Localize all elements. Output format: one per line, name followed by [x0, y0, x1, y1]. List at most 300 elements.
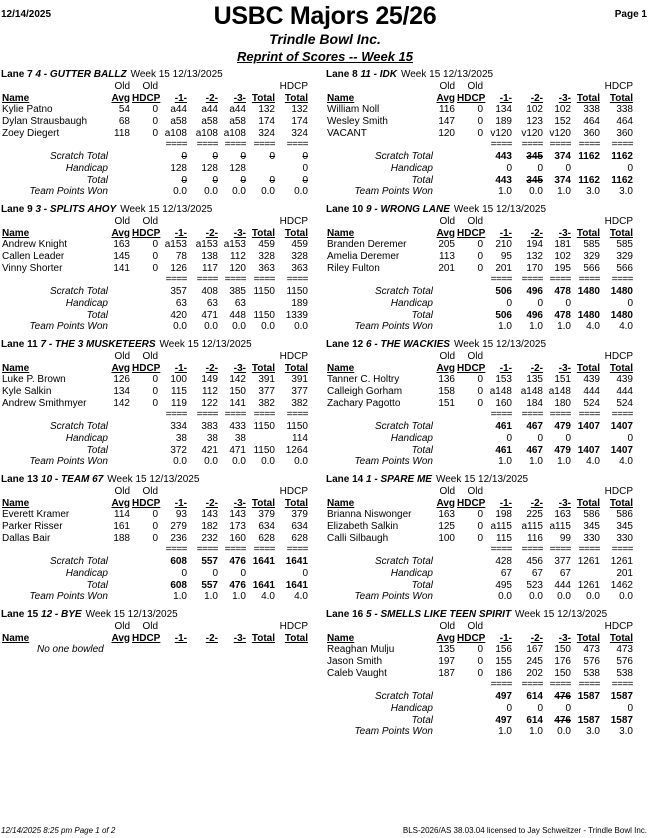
bowler-hdcp: 0: [477, 667, 483, 679]
handicap-hdcp-series: 0: [627, 702, 633, 714]
name-header: Name: [2, 632, 30, 644]
bowler-hdcp: 0: [477, 644, 483, 656]
handicap-hdcp-series: 0: [302, 567, 308, 579]
game1-score: 236: [170, 532, 187, 544]
name-header: Name: [327, 92, 355, 104]
game3-score: v120: [549, 127, 571, 139]
series-total: 377: [258, 386, 275, 398]
column-header-row-1: [1, 216, 324, 228]
hdcp-series-total: 132: [291, 104, 308, 116]
team-points-row: [1, 321, 324, 333]
bowler-name: Dylan Strausbaugh: [2, 116, 88, 128]
old-label: Old: [114, 216, 130, 227]
team-points-series: 0.0: [586, 591, 600, 603]
scratch-total-game1: 443: [495, 151, 512, 163]
game2-score: 117: [202, 262, 218, 274]
series-total: 338: [583, 104, 600, 116]
no-bowlers-note: No one bowled: [37, 644, 104, 656]
team-points-game3: 0.0: [232, 186, 246, 198]
series-total: 324: [258, 127, 275, 139]
hdcp-series-total: 473: [616, 644, 633, 656]
game1-header: -1-: [499, 92, 512, 104]
game3-header: -3-: [233, 227, 246, 239]
scratch-total-label: Scratch Total: [50, 151, 108, 163]
old-label: Old: [142, 486, 158, 497]
bowler-hdcp: 0: [477, 532, 483, 544]
old-label: Old: [142, 81, 158, 92]
scratch-total-row: [1, 286, 324, 298]
separator: ====: [224, 544, 246, 556]
hdcp-header: HDCP: [132, 632, 161, 644]
bowler-name: Reaghan Mulju: [327, 644, 395, 656]
game1-score: 155: [495, 656, 512, 668]
hdcp-series-total: 439: [616, 374, 633, 386]
team-total-game1: 506: [495, 309, 512, 321]
name-header: Name: [2, 92, 30, 104]
separator: ====: [578, 139, 600, 151]
separator: ====: [611, 544, 633, 556]
handicap-row: [326, 298, 649, 310]
bowler-avg: 205: [438, 239, 455, 251]
separator: ====: [549, 274, 571, 286]
team-points-game3: 0.0: [232, 456, 246, 468]
scratch-total-game2: 456: [526, 556, 543, 568]
separator: ====: [165, 409, 187, 421]
week-date: Week 15 12/13/2025: [130, 69, 223, 80]
hdcp-header: HDCP: [132, 497, 161, 509]
hdcp-series-total: 174: [291, 116, 308, 128]
team-total-game2: 0: [212, 174, 218, 186]
series-total: 459: [258, 239, 275, 251]
lane-number: Lane 13: [1, 474, 39, 485]
old-label: Old: [439, 486, 455, 497]
total-header: Total: [576, 92, 600, 104]
scratch-total-series: 1641: [252, 556, 275, 568]
bowler-row: [326, 656, 649, 668]
lane-number: Lane 9: [1, 204, 33, 215]
bowler-avg: 142: [113, 397, 130, 409]
week-date: Week 15 12/13/2025: [107, 474, 200, 485]
bowler-name: Andrew Knight: [2, 239, 68, 251]
team-total-game1: 443: [495, 174, 512, 186]
avg-header: Avg: [111, 362, 130, 374]
column-header-row-1: [326, 216, 649, 228]
column-header-row-2: [326, 633, 649, 645]
scratch-total-hdcp-series: 1261: [610, 556, 633, 568]
separator: ====: [224, 409, 246, 421]
scratch-total-row: [326, 151, 649, 163]
bowler-hdcp: 0: [477, 397, 483, 409]
team-total-hdcp-series: 1339: [285, 309, 308, 321]
series-total: 174: [258, 116, 275, 128]
scratch-total-hdcp-series: 1480: [610, 286, 633, 298]
hdcp-label: HDCP: [604, 351, 633, 362]
bowler-name: Luke P. Brown: [2, 374, 66, 386]
bowler-row: [326, 533, 649, 545]
game1-header: -1-: [174, 362, 187, 374]
game1-score: 78: [175, 251, 187, 263]
handicap-game1: 0: [506, 297, 512, 309]
team-total-game3: 471: [229, 444, 246, 456]
old-label: Old: [142, 216, 158, 227]
lane-number: Lane 14: [326, 474, 364, 485]
bowler-row: [1, 104, 324, 116]
team-name: 5 - SMELLS LIKE TEEN SPIRIT: [366, 609, 512, 620]
scratch-total-row: [1, 421, 324, 433]
old-label: Old: [467, 486, 483, 497]
game2-score: a58: [201, 116, 218, 128]
separator-row: [326, 679, 649, 691]
bowler-hdcp: 0: [477, 251, 483, 263]
bowler-row: [326, 509, 649, 521]
bowler-hdcp: 0: [477, 127, 483, 139]
scratch-total-row: [1, 151, 324, 163]
column-header-row-2: [1, 228, 324, 240]
game2-score: a153: [195, 239, 218, 251]
separator-row: [1, 544, 324, 556]
week-date: Week 15 12/13/2025: [453, 204, 547, 215]
team-total-game2: 523: [526, 579, 543, 591]
scratch-total-game1: 334: [170, 421, 187, 433]
bowler-row: [326, 668, 649, 680]
bowler-hdcp: 0: [477, 104, 483, 116]
hdcp-total-header: Total: [284, 92, 308, 104]
hdcp-series-total: 360: [616, 127, 633, 139]
league-title: USBC Majors 25/26: [213, 2, 437, 30]
total-header: Total: [576, 632, 600, 644]
separator: ====: [578, 274, 600, 286]
column-header-row-2: [1, 93, 324, 105]
game2-header: -2-: [530, 497, 543, 509]
bowler-row: [326, 116, 649, 128]
game1-header: -1-: [499, 362, 512, 374]
hdcp-series-total: 459: [291, 239, 308, 251]
team-points-game1: 0.0: [173, 456, 187, 468]
separator: ====: [165, 274, 187, 286]
game1-score: a58: [170, 116, 187, 128]
separator: ====: [286, 544, 308, 556]
total-header: Total: [251, 92, 275, 104]
bowler-avg: 126: [113, 374, 130, 386]
lane-block: [326, 608, 649, 738]
separator: ====: [521, 274, 543, 286]
handicap-hdcp-series: 201: [616, 567, 633, 579]
hdcp-label: HDCP: [604, 81, 633, 92]
week-date: Week 15 12/13/2025: [453, 339, 547, 350]
team-points-label: Team Points Won: [354, 456, 433, 468]
team-points-label: Team Points Won: [354, 591, 433, 603]
team-points-game1: 0.0: [173, 186, 187, 198]
team-name: 12 - BYE: [41, 609, 82, 620]
handicap-game1: 0: [506, 432, 512, 444]
separator: ====: [490, 139, 512, 151]
team-name: 4 - GUTTER BALLZ: [35, 69, 127, 80]
team-total-row: [326, 175, 649, 187]
team-total-game3: 478: [554, 309, 571, 321]
team-total-game2: 614: [526, 714, 543, 726]
handicap-label: Handicap: [390, 702, 433, 714]
bowler-avg: 161: [113, 521, 130, 533]
game3-score: 160: [229, 532, 246, 544]
team-points-game3: 0.0: [557, 591, 571, 603]
game1-score: 279: [170, 521, 187, 533]
team-name: 6 - THE WACKIES: [366, 339, 450, 350]
separator: ====: [611, 409, 633, 421]
avg-header: Avg: [436, 632, 455, 644]
team-points-hdcp-series: 0.0: [619, 591, 633, 603]
bowler-hdcp: 0: [152, 509, 158, 521]
game2-header: -2-: [530, 227, 543, 239]
bowler-name: Zachary Pagotto: [327, 397, 401, 409]
old-label: Old: [114, 486, 130, 497]
series-total: 538: [583, 667, 600, 679]
team-total-row: [326, 580, 649, 592]
team-points-game3: 1.0: [232, 591, 246, 603]
team-total-label: Total: [411, 174, 433, 186]
lane-title: [1, 473, 324, 486]
team-total-game3: 0: [240, 174, 246, 186]
handicap-game3: 63: [234, 297, 246, 309]
footer-license: BLS-2026/AS 38.03.04 licensed to Jay Schweitzer - Trindle Bowl Inc.: [402, 826, 647, 835]
series-total: 328: [258, 251, 275, 263]
avg-header: Avg: [111, 632, 130, 644]
team-points-game3: 0.0: [557, 726, 571, 738]
team-total-series: 1480: [577, 309, 600, 321]
hdcp-label: HDCP: [279, 216, 308, 227]
game3-header: -3-: [558, 92, 571, 104]
bowler-row: [326, 251, 649, 263]
bowler-row: [326, 104, 649, 116]
series-total: 363: [258, 262, 275, 274]
hdcp-label: HDCP: [604, 621, 633, 632]
team-total-series: 1641: [252, 579, 275, 591]
lane-number: Lane 15: [1, 609, 39, 620]
team-total-game3: 448: [229, 309, 246, 321]
handicap-game1: 128: [170, 162, 187, 174]
hdcp-series-total: 586: [616, 509, 633, 521]
bowler-avg: 163: [113, 239, 130, 251]
team-points-game2: 0.0: [529, 591, 543, 603]
separator: ====: [165, 139, 187, 151]
game3-header: -3-: [233, 362, 246, 374]
separator: ====: [549, 409, 571, 421]
total-header: Total: [576, 227, 600, 239]
separator: ====: [611, 139, 633, 151]
team-points-row: [326, 456, 649, 468]
name-header: Name: [2, 362, 30, 374]
hdcp-series-total: 377: [291, 386, 308, 398]
handicap-game1: 63: [175, 297, 187, 309]
bowling-center-name: Trindle Bowl Inc.: [269, 31, 381, 47]
team-points-row: [326, 591, 649, 603]
report-date: 12/14/2025: [1, 9, 52, 20]
avg-header: Avg: [436, 227, 455, 239]
separator: ====: [490, 679, 512, 691]
hdcp-header: HDCP: [457, 227, 486, 239]
game2-header: -2-: [205, 362, 218, 374]
bowler-name: Elizabeth Salkin: [327, 521, 399, 533]
scratch-total-game3: 374: [554, 151, 571, 163]
scratch-total-game3: 479: [554, 421, 571, 433]
game3-score: 150: [554, 644, 571, 656]
week-date: Week 15 12/13/2025: [435, 474, 529, 485]
handicap-game3: 0: [565, 162, 571, 174]
separator-row: [326, 139, 649, 151]
old-label: Old: [467, 621, 483, 632]
lane-title: [326, 608, 649, 621]
separator-row: [1, 274, 324, 286]
bowler-row: [1, 398, 324, 410]
team-points-game1: 0.0: [498, 591, 512, 603]
team-total-series: 1150: [253, 309, 275, 321]
separator: ====: [196, 274, 218, 286]
game1-score: 153: [495, 374, 512, 386]
separator: ====: [521, 139, 543, 151]
hdcp-total-header: Total: [609, 362, 633, 374]
hdcp-series-total: 464: [616, 116, 633, 128]
bowler-hdcp: 0: [152, 116, 158, 128]
game3-score: a58: [229, 116, 246, 128]
scratch-total-series: 1261: [577, 556, 600, 568]
separator: ====: [253, 139, 275, 151]
scratch-total-series: 0: [269, 151, 275, 163]
team-total-game2: 421: [201, 444, 218, 456]
game1-score: 119: [171, 397, 187, 409]
column-header-row-1: [1, 486, 324, 498]
bowler-hdcp: 0: [477, 656, 483, 668]
team-total-game3: 374: [554, 174, 571, 186]
lane-title: [326, 473, 649, 486]
team-total-row: [1, 310, 324, 322]
total-header: Total: [576, 497, 600, 509]
game3-header: -3-: [558, 632, 571, 644]
name-header: Name: [327, 362, 355, 374]
game3-header: -3-: [233, 632, 246, 644]
handicap-row: [326, 163, 649, 175]
team-points-label: Team Points Won: [354, 726, 433, 738]
bowler-hdcp: 0: [152, 374, 158, 386]
team-points-hdcp-series: 3.0: [619, 726, 633, 738]
bowler-row: [326, 521, 649, 533]
hdcp-series-total: 338: [616, 104, 633, 116]
game3-score: a148: [548, 386, 571, 398]
series-total: 330: [583, 532, 600, 544]
game3-score: 112: [230, 251, 246, 263]
team-total-row: [1, 445, 324, 457]
team-total-label: Total: [411, 579, 433, 591]
scratch-total-game3: 0: [240, 151, 246, 163]
team-points-game2: 0.0: [529, 186, 543, 198]
team-total-game1: 461: [495, 444, 512, 456]
game2-score: 123: [526, 116, 543, 128]
lane-number: Lane 8: [326, 69, 358, 80]
team-total-game3: 476: [229, 579, 246, 591]
game2-score: 202: [526, 667, 543, 679]
series-total: 464: [583, 116, 600, 128]
hdcp-total-header: Total: [609, 92, 633, 104]
team-total-game1: 372: [170, 444, 187, 456]
scratch-total-series: 1480: [577, 286, 600, 298]
team-points-game3: 1.0: [557, 186, 571, 198]
handicap-label: Handicap: [390, 567, 433, 579]
game3-score: 143: [229, 509, 246, 521]
bowler-name: Wesley Smith: [327, 116, 388, 128]
series-total: 329: [583, 251, 600, 263]
scratch-total-label: Scratch Total: [50, 286, 108, 298]
bowler-name: Amelia Deremer: [327, 251, 400, 263]
team-points-series: 0.0: [261, 456, 275, 468]
scratch-total-game3: 377: [554, 556, 571, 568]
team-name: 11 - IDK: [360, 69, 397, 80]
game3-header: -3-: [558, 227, 571, 239]
separator: ====: [611, 274, 633, 286]
game3-score: 152: [554, 116, 571, 128]
team-points-row: [326, 321, 649, 333]
separator-row: [326, 274, 649, 286]
bowler-avg: 135: [438, 644, 455, 656]
game2-header: -2-: [205, 227, 218, 239]
team-points-row: [326, 186, 649, 198]
bowler-row: [326, 239, 649, 251]
game2-score: 245: [526, 656, 543, 668]
series-total: 391: [258, 374, 275, 386]
series-total: 524: [583, 397, 600, 409]
bowler-name: Dallas Bair: [2, 532, 51, 544]
handicap-game1: 67: [500, 567, 512, 579]
bowler-avg: 163: [438, 509, 455, 521]
week-date: Week 15 12/13/2025: [120, 204, 213, 215]
name-header: Name: [2, 497, 30, 509]
handicap-game2: 0: [537, 162, 543, 174]
bowler-row: [1, 263, 324, 275]
game2-score: 167: [526, 644, 543, 656]
bowler-name: Zoey Diegert: [2, 127, 60, 139]
separator: ====: [196, 409, 218, 421]
old-label: Old: [114, 621, 130, 632]
team-total-hdcp-series: 1587: [610, 714, 633, 726]
series-total: 576: [583, 656, 600, 668]
handicap-game2: 0: [537, 297, 543, 309]
old-label: Old: [467, 216, 483, 227]
lane-title: [326, 338, 649, 351]
game2-score: v120: [521, 127, 543, 139]
bowler-hdcp: 0: [152, 386, 158, 398]
hdcp-header: HDCP: [132, 362, 161, 374]
game3-score: 180: [554, 397, 571, 409]
team-points-game3: 0.0: [232, 321, 246, 333]
game1-header: -1-: [499, 497, 512, 509]
team-points-row: [1, 186, 324, 198]
team-total-series: 0: [269, 174, 275, 186]
handicap-label: Handicap: [65, 567, 108, 579]
team-points-hdcp-series: 3.0: [619, 186, 633, 198]
bowler-avg: 54: [118, 104, 130, 116]
handicap-label: Handicap: [65, 297, 108, 309]
separator: ====: [490, 409, 512, 421]
game3-score: 142: [229, 374, 246, 386]
handicap-game1: 0: [506, 162, 512, 174]
scratch-total-label: Scratch Total: [375, 151, 433, 163]
scratch-total-game2: 467: [526, 421, 543, 433]
team-points-row: [326, 726, 649, 738]
game2-score: 170: [526, 262, 543, 274]
hdcp-header: HDCP: [457, 92, 486, 104]
bowler-hdcp: 0: [152, 104, 158, 116]
team-points-game2: 1.0: [529, 456, 543, 468]
scratch-total-game3: 478: [554, 286, 571, 298]
team-total-label: Total: [86, 309, 108, 321]
scratch-total-series: 1162: [578, 151, 600, 163]
